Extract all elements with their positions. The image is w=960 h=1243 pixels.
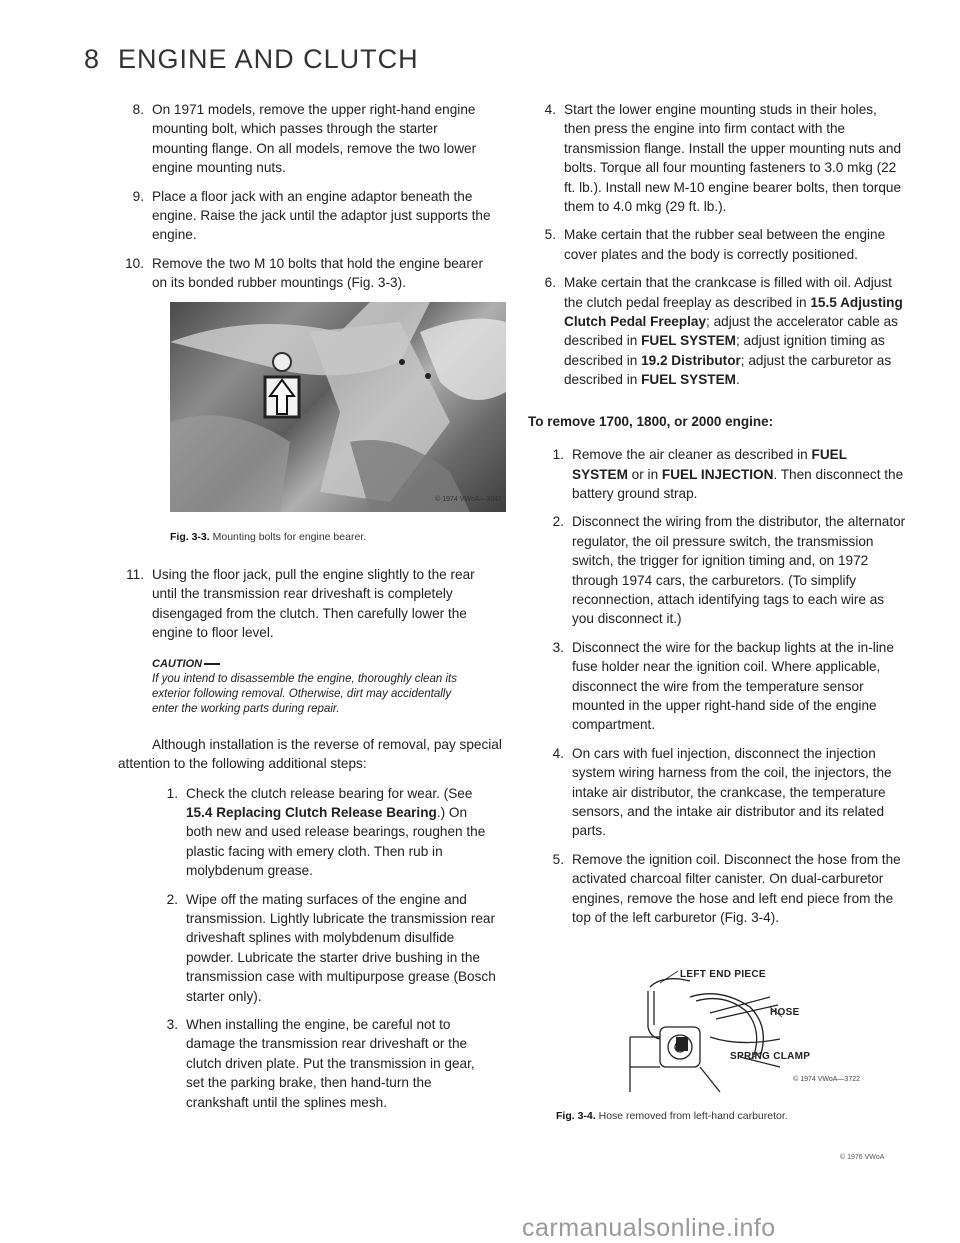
step-text: Wipe off the mating surfaces of the engine and transmission. Lightly lubricate the transmission rear driveshaft splines with molybdenum disulfide powder. Lubricate the starter drive bushing in the transmission case with multipurpose grease (Bosch starter only). [186, 891, 496, 1004]
figure-caption-text: Mounting bolts for engine bearer. [212, 530, 367, 543]
step-number: 3. [166, 1016, 178, 1032]
step-text-3: ; adjust ignition timing as described in [564, 333, 885, 368]
caution-note [152, 657, 472, 717]
step-number: 1. [166, 785, 178, 801]
step-reference: 15.4 Replacing Clutch Release Bearing [186, 804, 437, 820]
remove-step-2 [538, 512, 906, 628]
ref-distributor: 19.2 Distributor [641, 352, 741, 368]
step-text-5: . [736, 372, 740, 388]
step-number: 5. [552, 851, 564, 867]
chapter-title: ENGINE AND CLUTCH [118, 44, 419, 74]
copyright-note: © 1976 VWoA [840, 1154, 885, 1161]
remove-step-3 [538, 638, 906, 735]
ref-fuel-system-2: FUEL SYSTEM [641, 372, 736, 388]
step-text: Make certain that the rubber seal between the engine cover plates and the body is correctly positioned. [564, 227, 886, 262]
step-number: 11. [126, 567, 144, 583]
step-text: Start the lower engine mounting studs in their holes, then press the engine into firm contact with the transmission flange. Install the upper mounting nuts and bolts. Torque all four mounting fasteners to 3.0 mkg (22 ft. lb.). Install new M-10 engine bearer bolts, then torque them to 4.0 mkg (29 ft. lb.). [564, 102, 902, 215]
install-step-4 [530, 100, 906, 216]
step-number: 4. [544, 102, 556, 117]
ref-clutch-freeplay: 15.5 Adjusting Clutch Pedal Freeplay [564, 294, 903, 330]
step-text: Remove the two M 10 bolts that hold the engine bearer on its bonded rubber mountings (Fig. 3-3). [152, 255, 483, 291]
step-text: Place a floor jack with an engine adaptor beneath the engine. Raise the jack until the adaptor just supports the engine. [152, 188, 491, 243]
section-subheading: To remove 1700, 1800, or 2000 engine: [528, 413, 774, 429]
label-hose: HOSE [770, 1007, 800, 1019]
photo-credit: © 1974 VWoA—3647 [435, 496, 502, 504]
left-column [118, 100, 502, 1121]
figure-label: Fig. 3-3. [170, 530, 210, 543]
step-text-b: .) On both new and used release bearings, roughen the plastic facing with emery cloth. Then rub in molybdenum grease. [186, 804, 486, 879]
step-number: 5. [544, 227, 556, 243]
step-number: 2. [552, 514, 564, 530]
step-text: When installing the engine, be careful not to damage the transmission rear driveshaft or the clutch driven plate. Put the transmission in gear, set the parking brake, then hand-turn the crankshaft until the splines mesh. [186, 1016, 475, 1110]
figure-label: Fig. 3-4. [556, 1110, 596, 1123]
step-number: 4. [552, 745, 564, 761]
step-number: 10. [125, 255, 144, 271]
install-step-6 [530, 273, 906, 389]
install-step-1 [152, 784, 496, 881]
figure-3-3 [118, 302, 502, 547]
figure-caption-text: Hose removed from left-hand carburetor. [598, 1110, 788, 1123]
ref-fuel-system: FUEL SYSTEM [641, 333, 736, 349]
ref-fuel-injection: FUEL INJECTION [661, 466, 774, 482]
step-text: On cars with fuel injection, disconnect the injection system wiring harness from the coil, the injectors, the intake air distributor, the crankcase, the temperature sensors, and the intake air distributor and its related parts. [572, 745, 892, 839]
step-number: 3. [552, 639, 564, 655]
caution-heading: CAUTION [152, 657, 472, 672]
figure-caption [170, 528, 496, 547]
step-text-4: ; adjust the carburetor as described in [564, 352, 892, 388]
step-text: Remove the ignition coil. Disconnect the hose from the activated charcoal filter canister. On dual-carburetor engines, remove the hose and left end piece from the top of the left carburetor (Fig. 3-4). [572, 851, 901, 926]
step-number: 1. [552, 447, 564, 463]
remove-step-5 [538, 850, 906, 928]
step-text-2: ; adjust the accelerator cable as described in [564, 314, 898, 349]
install-step-2 [152, 890, 496, 1006]
step-text: Using the floor jack, pull the engine slightly to the rear until the transmission rear driveshaft is completely disengaged from the clutch. Then carefully lower the engine to floor level. [152, 567, 475, 641]
figure-caption [556, 1107, 906, 1126]
step-text-3: . Then disconnect the battery ground strap. [572, 466, 904, 501]
drawing-credit: © 1974 VWoA—3722 [793, 1076, 860, 1084]
step-9 [118, 187, 496, 245]
ref-fuel-system: FUEL SYSTEM [572, 447, 847, 482]
label-left-end-piece: LEFT END PIECE [680, 969, 766, 981]
page-number: 8 [84, 44, 101, 74]
step-text-1: Make certain that the crankcase is filled with oil. Adjust the clutch pedal freeplay as described in [564, 275, 892, 310]
step-text: Disconnect the wire for the backup lights at the in-line fuse holder near the ignition coil. Where applicable, disconnect the wire from the temperature sensor mounted in the upper right-hand side of the engine compartment. [572, 639, 894, 733]
step-8 [118, 100, 496, 178]
step-number: 6. [544, 275, 556, 291]
step-number: 9. [132, 188, 144, 204]
caution-text: If you intend to disassemble the engine, thoroughly clean its exterior following removal. Otherwise, dirt may accidentally enter the working parts during repair. [152, 672, 457, 715]
step-text-a: Check the clutch release bearing for wear. (See [186, 785, 473, 801]
carburetor-drawing [620, 967, 820, 1097]
installation-intro: Although installation is the reverse of removal, pay special attention to the following additional steps: [118, 736, 502, 772]
install-step-3 [152, 1015, 496, 1112]
label-spring-clamp: SPRING CLAMP [730, 1051, 811, 1063]
page-header [84, 44, 419, 75]
engine-bearer-illustration [170, 302, 506, 512]
install-step-5 [530, 225, 906, 264]
step-number: 8. [132, 102, 144, 117]
remove-step-4 [538, 744, 906, 841]
figure-3-4 [620, 967, 860, 1097]
right-column [530, 100, 906, 1127]
engine-bearer-photo [170, 302, 506, 512]
step-11 [118, 565, 496, 643]
remove-step-1 [538, 445, 906, 503]
step-text: Disconnect the wiring from the distributor, the alternator regulator, the oil pressure switch, the transmission switch, the trigger for ignition timing and, on 1972 through 1974 cars, the carburetors. (To simplify reconnection, attach identifying tags to each wire as you disconnect it.) [572, 514, 906, 627]
step-text-2: or in [627, 466, 662, 482]
step-10 [118, 254, 496, 293]
step-number: 2. [166, 891, 178, 907]
step-text: On 1971 models, remove the upper right-hand engine mounting bolt, which passes through the starter mounting flange. On all models, remove the two lower engine mounting nuts. [152, 102, 477, 176]
step-text-1: Remove the air cleaner as described in [572, 447, 812, 463]
watermark: carmanualsonline.info [522, 1214, 776, 1242]
